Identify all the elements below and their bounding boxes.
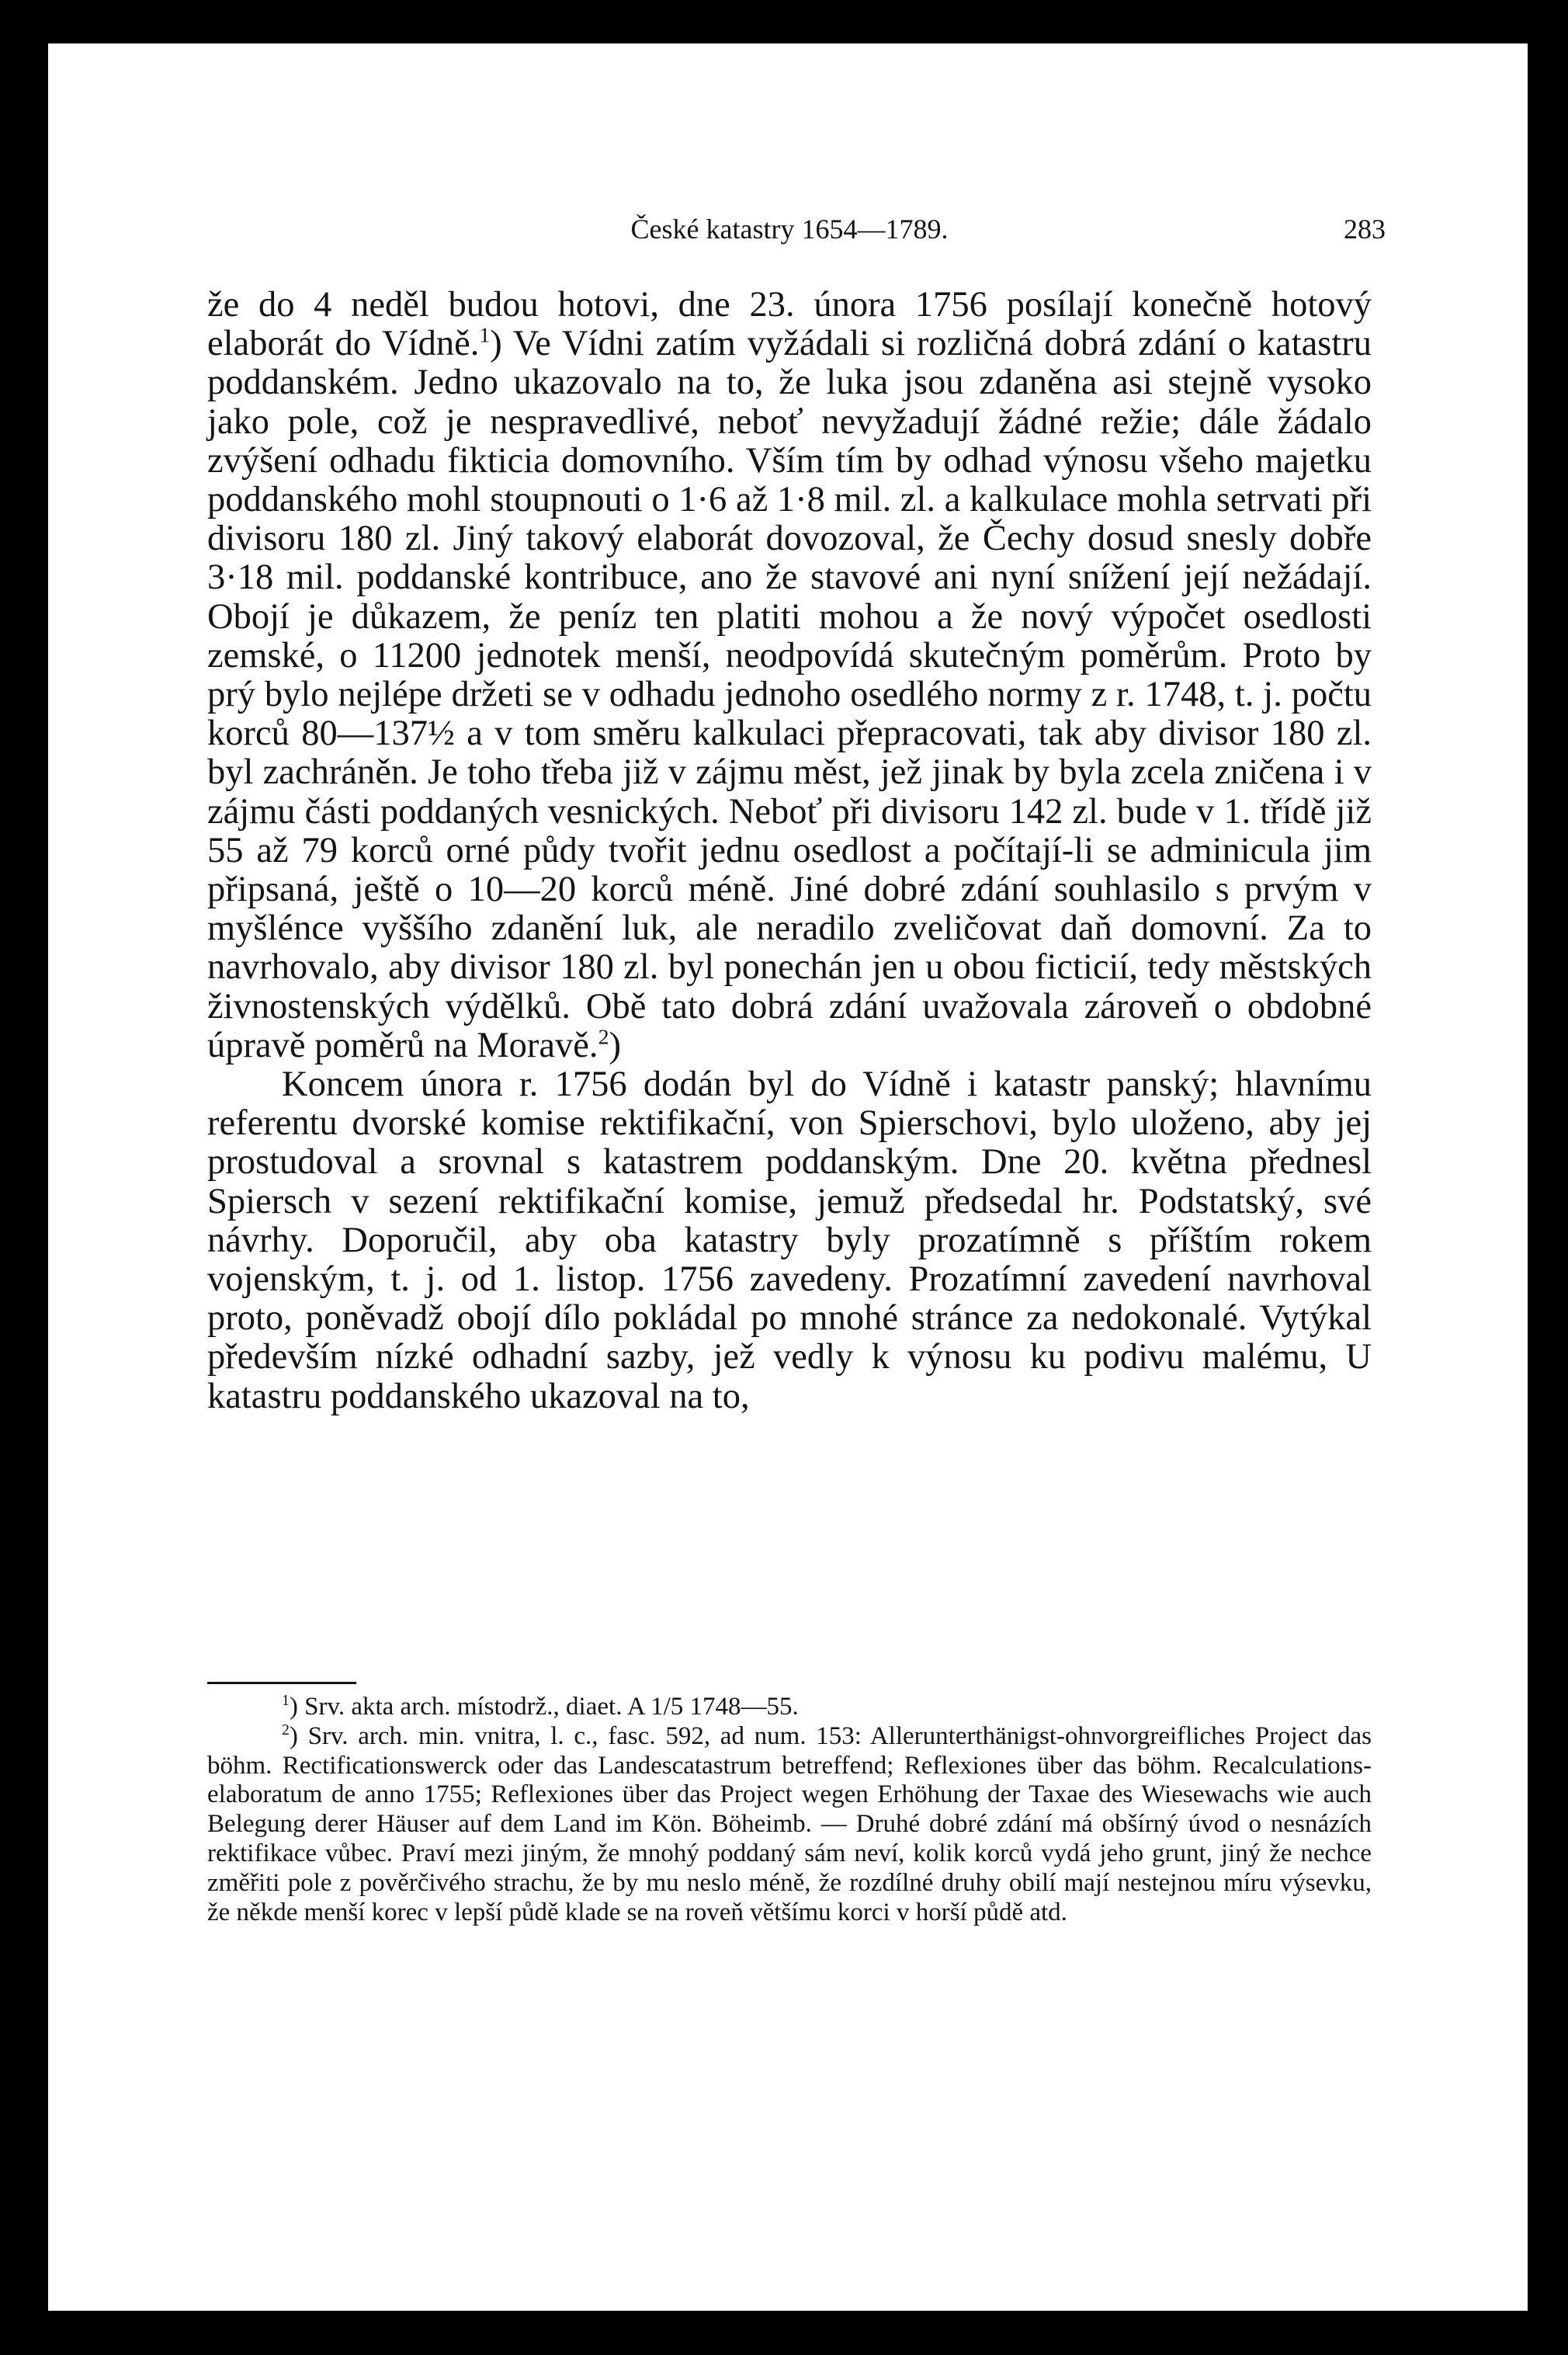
running-header [207,213,1386,259]
body-text [207,286,1372,1416]
footnote-text: ) Srv. akta arch. místodrž., diaet. A 1/5 1748—55. [289,1693,799,1721]
footnote-rule [207,1682,356,1684]
paragraph: Koncem února r. 1756 dodán byl do Vídně i katastr panský; hlavnímu referentu dvorské komise rektifikační, von Spierschovi, bylo uloženo, aby jej prostudoval a srovnal s katastrem poddanským. Dne 20. května přednesl Spiersch v sezení rektifikační komise, jemuž předsedal hr. Podstatský, své návrhy. Doporučil, aby oba katastry byly prozatímně s příštím rokem vojenským, t. j. od 1. listop. 1756 zavedeny. Prozatímní zavedení navrhoval proto, poněvadž obojí dílo pokládal po mnohé stránce za nedokonalé. Vytýkal především nízké odhadní sazby, jež vedly k výnosu ku podivu malému, U katastru poddanského ukazoval na to, [207,1065,1372,1416]
paragraph [207,286,1372,1065]
page-number: 283 [1344,214,1386,245]
running-title: České katastry 1654—1789. [630,214,949,245]
paragraph-text: ) [609,1025,622,1065]
book-page [48,43,1528,2311]
paragraph-text: ) Ve Vídni zatím vyžádali si rozličná dobrá zdání o katastru poddanském. Jedno ukazovalo na to, že luka jsou zdaněna asi stejně vysoko jako pole, což je nespravedlivé, neboť nevyžadují žádné režie; dále žádalo zvýšení odhadu fikticia domovního. Vším tím by odhad výnosu všeho majetku poddanského mohl stoupnouti o 1·6 až 1·8 mil. zl. a kalkulace mohla setrvati při divisoru 180 zl. Jiný takový elaborát dovozoval, že Čechy dosud snesly dobře 3·18 mil. poddanské kontribuce, ano že stavové ani nyní snížení její nežádají. Obojí je důkazem, že peníz ten platiti mohou a že nový výpočet osedlosti zemské, o 11200 jednotek menší, neodpovídá skutečným poměrům. Proto by prý bylo nejlépe držeti se v odhadu jednoho osedlého normy z r. 1748, t. j. počtu korců 80—137½ a v tom směru kalkulaci přepracovati, tak aby divisor 180 zl. byl zachráněn. Je toho třeba již v zájmu měst, jež jinak by byla zcela zničena i v zájmu části poddaných vesnických. Neboť při divisoru 142 zl. bude v 1. třídě již 55 až 79 korců orné půdy tvořit jednu osedlost a počítají-li se adminicula jim připsaná, ještě o 10—20 korců méně. Jiné dobré zdání souhlasilo s prvým v myšlénce vyššího zdanění luk, ale neradilo zveličovat daň domovní. Za to navrhovalo, aby divisor 180 zl. byl ponechán jen u obou ficticií, tedy městských živnostenských výdělků. Obě tato dobrá zdání uvažovala zároveň o obdobné úpravě poměrů na Moravě. [207,324,1372,1065]
footnote-marker: 1 [282,1692,290,1709]
footnote [207,1722,1372,1928]
footnote-text: ) Srv. arch. min. vnitra, l. c., fasc. 592, ad num. 153: Allerunterthänigst-ohnvorgreifliches Project das böhm. Rectificationswerck oder das Landescatastrum betreffend; Reflexiones über das böhm. Recalculations-elaboratum de anno 1755; Reflexiones über das Project wegen Erhöhung der Taxae des Wiesewachs wie auch Belegung derer Häuser auf dem Land im Kön. Böheimb. — Druhé dobré zdání má obšírný úvod o nesnázích rektifikace vůbec. Praví mezi jiným, že mnohý poddaný sám neví, kolik korců vydá jeho grunt, jiný že nechce změřiti pole z pověrčivého strachu, že by mu neslo méně, že rozdílné druhy obilí mají nestejnou míru výsevku, že někde menší korec v lepší půdě klade se na roveň většímu korci v horší půdě atd. [207,1721,1372,1926]
footnote-ref: 2 [598,1025,609,1050]
paragraph-text: že do 4 neděl budou hotovi, dne 23. února 1756 posílají konečně hotový elaborát do Vídně. [207,285,1372,364]
footnote-marker: 2 [282,1721,290,1738]
footnote-ref: 1 [479,323,491,348]
footnote [207,1693,1372,1722]
footnotes [207,1693,1372,1927]
